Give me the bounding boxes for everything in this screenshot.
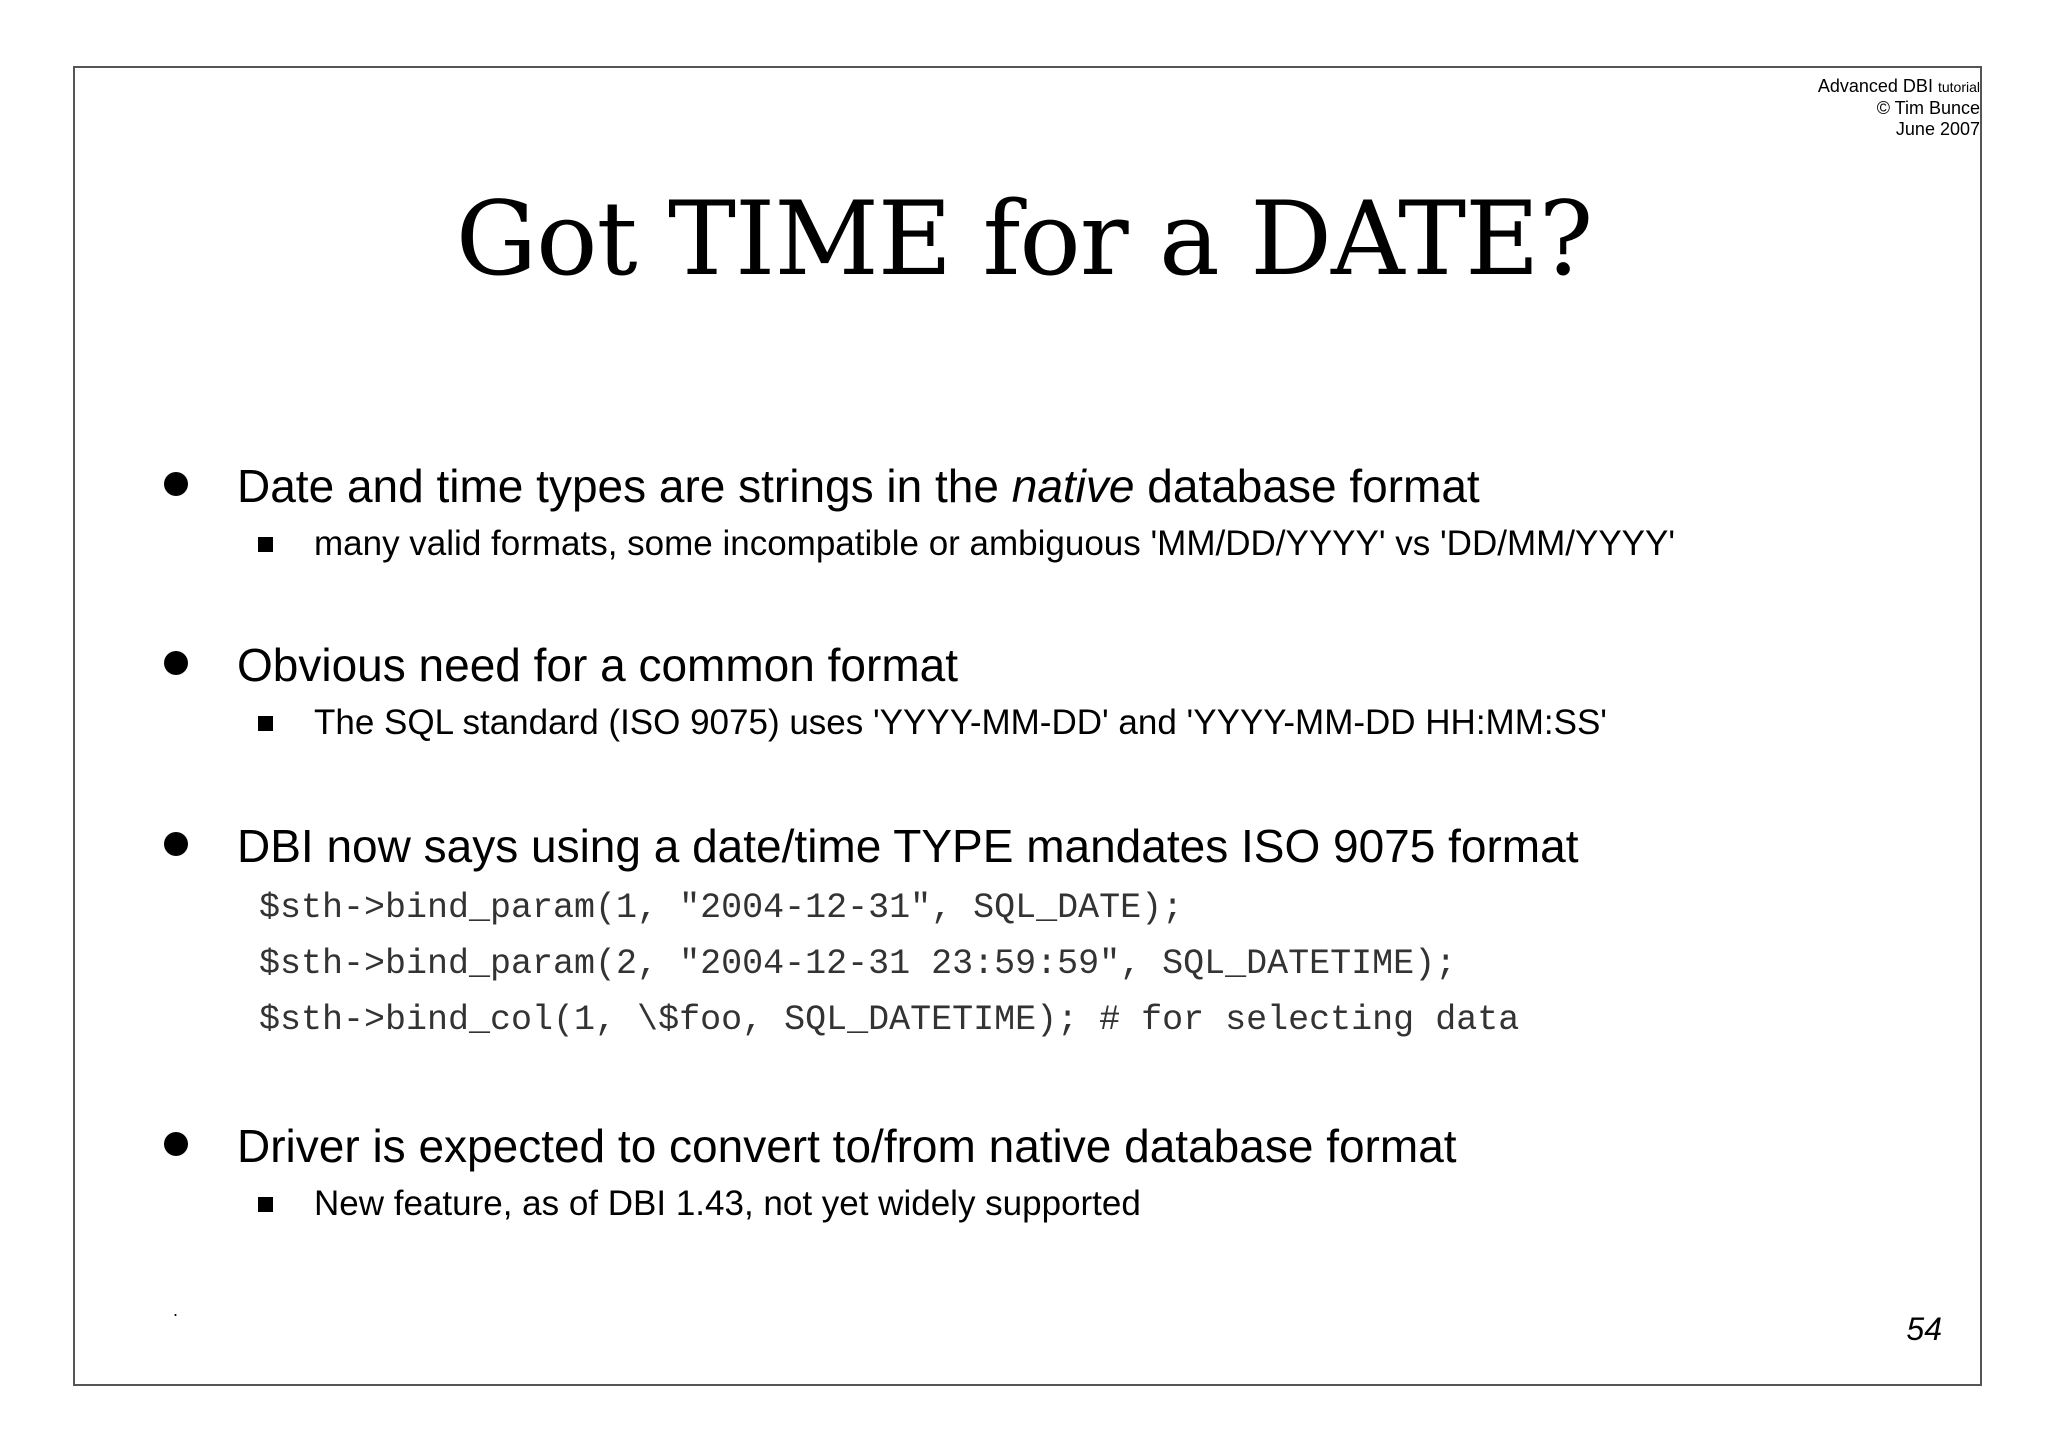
bullet-4-text: [0, 1118, 2048, 1174]
bullet-3: [0, 818, 2048, 1048]
code-block: [0, 880, 2048, 1048]
slide-title: Got TIME for a DATE?: [455, 180, 1593, 299]
bullet-2-text-content: Obvious need for a common format: [237, 639, 958, 691]
bullet-1: [0, 458, 2048, 566]
footer-mark: .: [173, 1300, 179, 1320]
bullet-2-sub: [0, 701, 2048, 745]
bullet-1-sub: [0, 522, 2048, 566]
bullet-1-text-pre: Date and time types are strings in the: [237, 460, 1012, 512]
bullet-3-text: [0, 818, 2048, 874]
page-number: 54: [1906, 1311, 1942, 1347]
header-date: June 2007: [1895, 119, 1980, 139]
bullet-4-text-content: Driver is expected to convert to/from native database format: [237, 1120, 1457, 1172]
bullet-1-sub-text: many valid formats, some incompatible or ambiguous 'MM/DD/YYYY' vs 'DD/MM/YYYY': [314, 524, 1676, 563]
square-bullet-icon: [258, 537, 273, 552]
bullet-1-text: [0, 458, 2048, 514]
bullet-dot-icon: [164, 832, 188, 856]
code-line-3: $sth->bind_col(1, \$foo, SQL_DATETIME); # for selecting data: [259, 1000, 1520, 1040]
bullet-dot-icon: [164, 1132, 188, 1156]
bullet-4-sub: [0, 1182, 2048, 1226]
bullet-dot-icon: [164, 651, 188, 675]
bullet-1-text-post: database format: [1134, 460, 1480, 512]
bullet-2: [0, 637, 2048, 745]
square-bullet-icon: [258, 716, 273, 731]
bullet-4-sub-text: New feature, as of DBI 1.43, not yet widely supported: [314, 1184, 1141, 1223]
code-line-2: $sth->bind_param(2, "2004-12-31 23:59:59", SQL_DATETIME);: [259, 944, 1457, 984]
bullet-3-text-content: DBI now says using a date/time TYPE mandates ISO 9075 format: [237, 820, 1579, 872]
bullet-dot-icon: [164, 472, 188, 496]
bullet-4: [0, 1118, 2048, 1226]
header-course-title: Advanced DBI: [1817, 76, 1933, 96]
header-author: © Tim Bunce: [1876, 98, 1980, 118]
square-bullet-icon: [258, 1197, 273, 1212]
bullet-2-sub-text: The SQL standard (ISO 9075) uses 'YYYY-MM-DD' and 'YYYY-MM-DD HH:MM:SS': [314, 703, 1607, 742]
header-meta: [1818, 76, 1980, 140]
header-line-1: [1818, 76, 1980, 98]
header-course-subtitle: tutorial: [1937, 79, 1980, 95]
bullet-2-text: [0, 637, 2048, 693]
code-line-1: $sth->bind_param(1, "2004-12-31", SQL_DATE);: [259, 888, 1184, 928]
bullet-1-text-emphasis: native: [1011, 460, 1135, 512]
